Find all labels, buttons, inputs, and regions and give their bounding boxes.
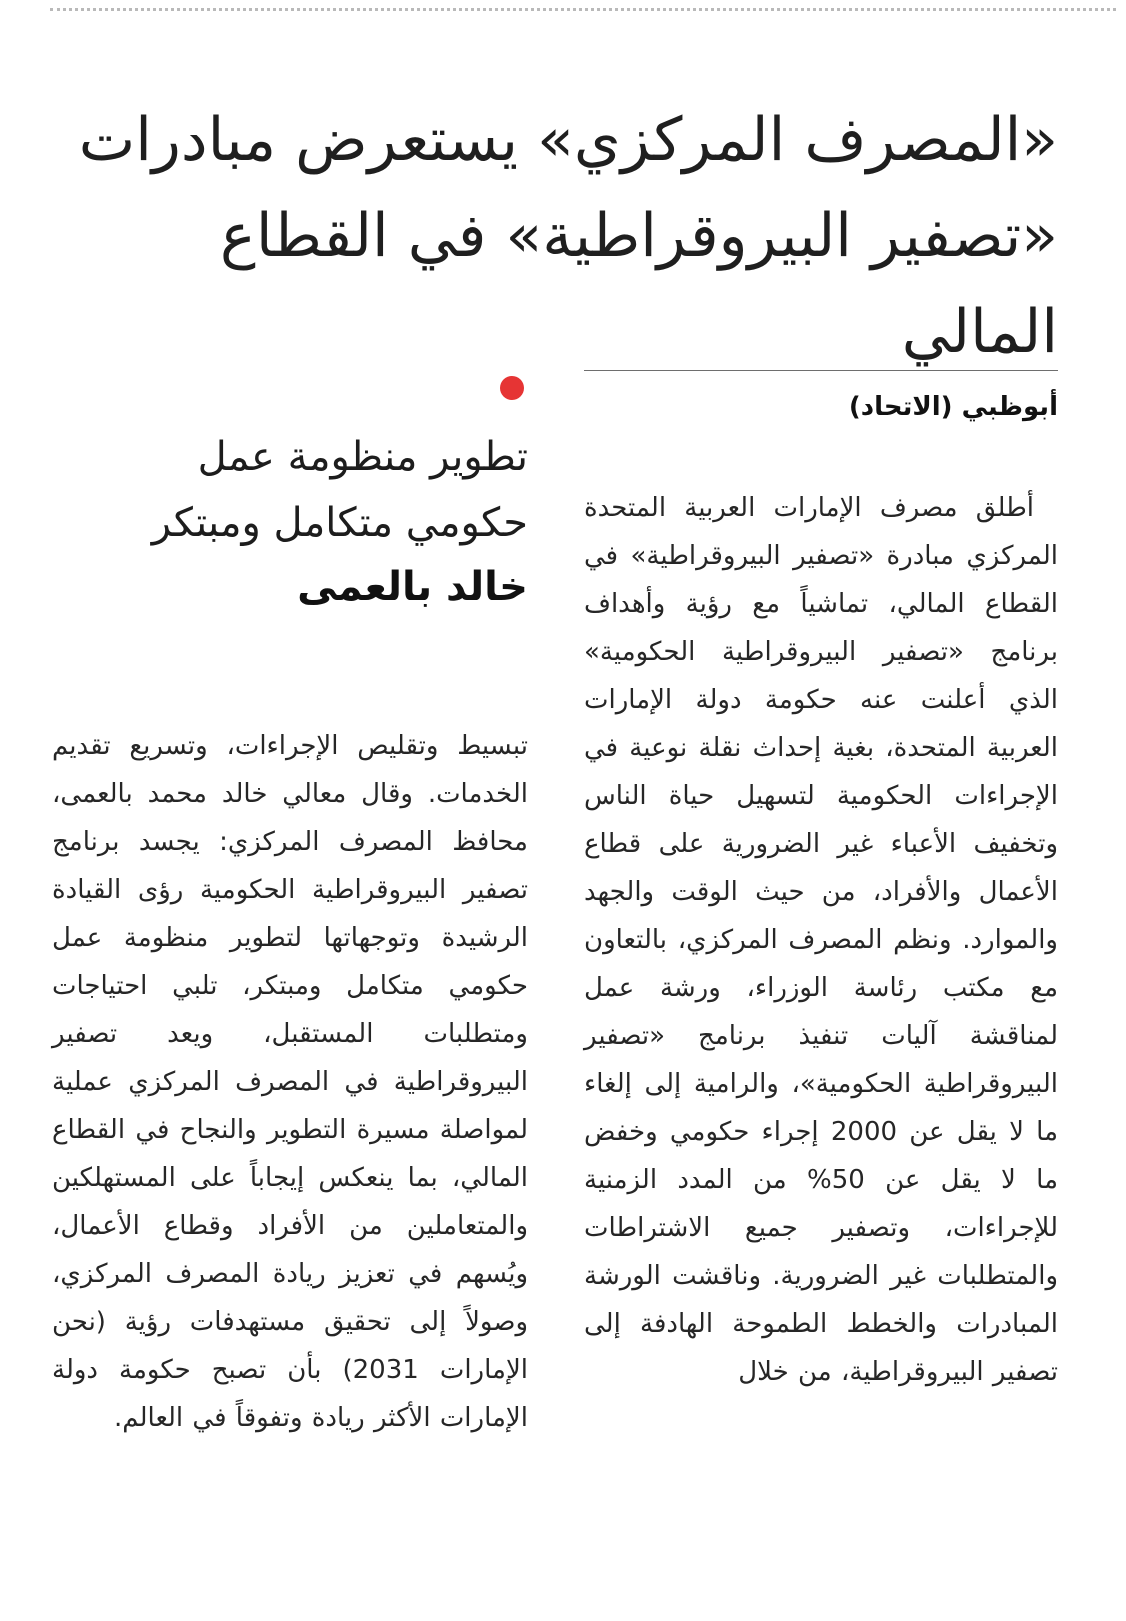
pull-quote-author: خالد بالعمى [297, 564, 528, 610]
headline [78, 92, 1058, 380]
pull-quote [58, 424, 528, 618]
pull-quote-text [58, 424, 528, 556]
top-dotted-rule [50, 8, 1116, 11]
column-divider-rule [584, 370, 1058, 371]
pull-quote-line-2: حكومي متكامل ومبتكر [151, 500, 528, 546]
body-column-right: أطلق مصرف الإمارات العربية المتحدة المركزي مبادرة «تصفير البيروقراطية» في القطاع المالي، تماشياً مع رؤية وأهداف برنامج «تصفير البيروقراطية الحكومية» الذي أعلنت عنه حكومة دولة الإمارات العربية المتحدة، بغية إحداث نقلة نوعية في الإجراءات الحكومية لتسهيل حياة الناس وتخفيف الأعباء غير الضرورية على قطاع الأعمال والأفراد، من حيث الوقت والجهد والموارد. ونظم المصرف المركزي، بالتعاون مع مكتب رئاسة الوزراء، ورشة عمل لمناقشة آليات تنفيذ برنامج «تصفير البيروقراطية الحكومية»، والرامية إلى إلغاء ما لا يقل عن 2000 إجراء حكومي وخفض ما لا يقل عن 50% من المدد الزمنية للإجراءات، وتصفير جميع الاشتراطات والمتطلبات غير الضرورية. وناقشت الورشة المبادرات والخطط الطموحة الهادفة إلى تصفير البيروقراطية، من خلال [584, 493, 1058, 1387]
body-column-left: تبسيط وتقليص الإجراءات، وتسريع تقديم الخدمات. وقال معالي خالد محمد بالعمى، محافظ المصرف المركزي: يجسد برنامج تصفير البيروقراطية الحكومية رؤى القيادة الرشيدة وتوجهاتها لتطوير منظومة عمل حكومي متكامل ومبتكر، تلبي احتياجات ومتطلبات المستقبل، ويعد تصفير البيروقراطية في المصرف المركزي عملية لمواصلة مسيرة التطوير والنجاح في القطاع المالي، بما ينعكس إيجاباً على المستهلكين والمتعاملين من الأفراد وقطاع الأعمال، ويُسهم في تعزيز ريادة المصرف المركزي، وصولاً إلى تحقيق مستهدفات رؤية (نحن الإمارات 2031) بأن تصبح حكومة دولة الإمارات الأكثر ريادة وتفوقاً في العالم. [52, 731, 528, 1433]
headline-line-1: «المصرف المركزي» يستعرض مبادرات [78, 105, 1058, 175]
headline-line-2: «تصفير البيروقراطية» في القطاع المالي [220, 201, 1058, 367]
dateline: أبوظبي (الاتحاد) [848, 392, 1058, 422]
pull-quote-line-1: تطوير منظومة عمل [197, 434, 528, 480]
red-dot-icon [500, 376, 524, 400]
